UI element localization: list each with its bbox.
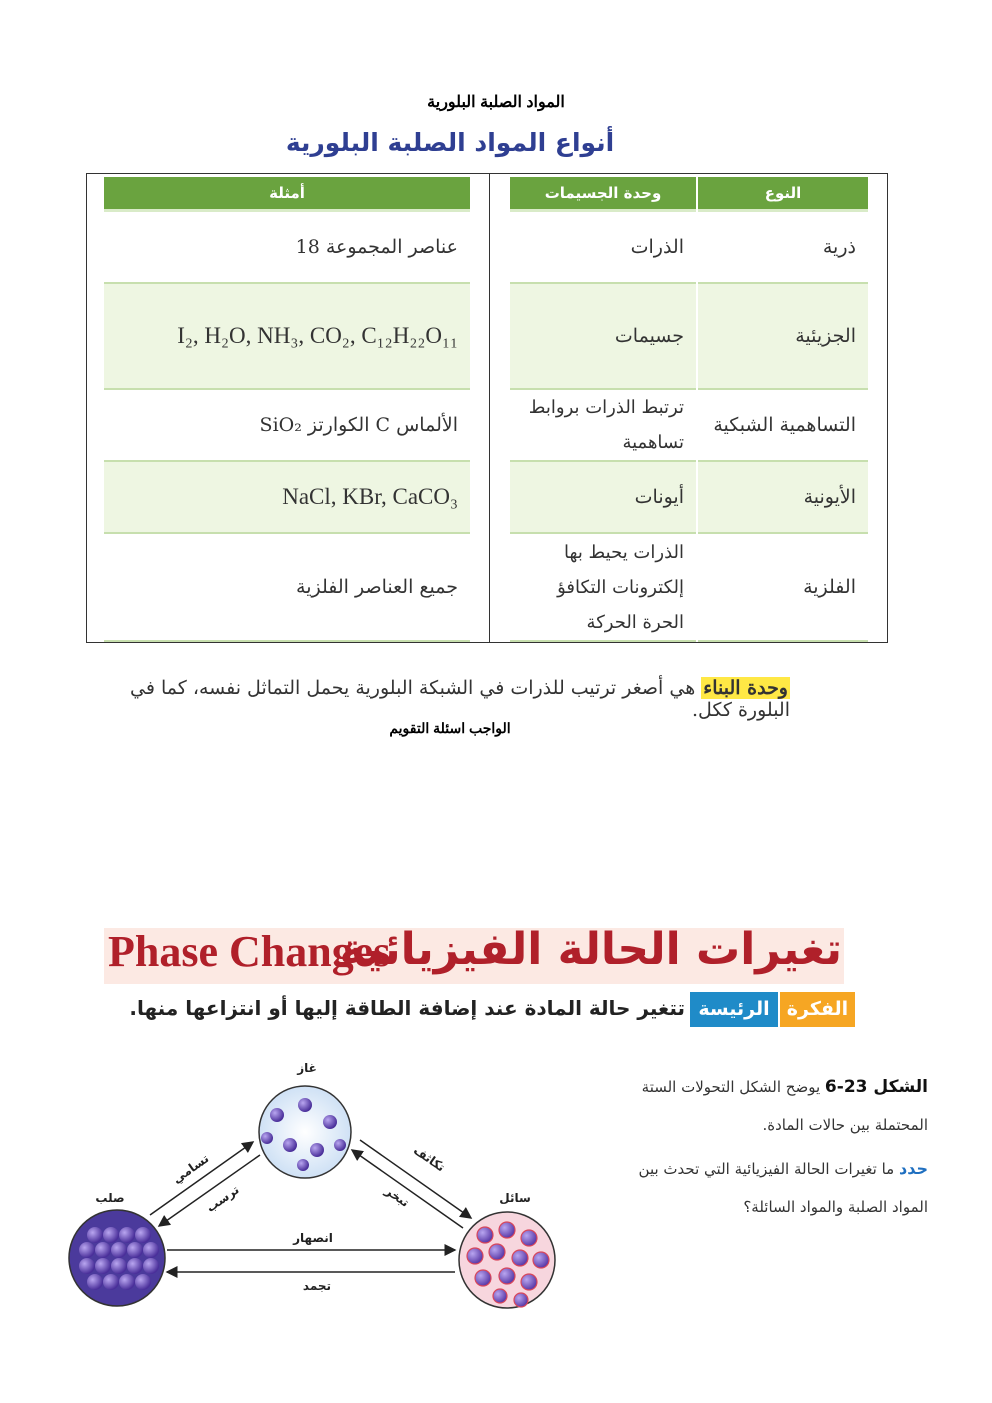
table-cell-unit: جسيمات [510,284,696,390]
header-type: النوع [698,177,868,212]
sublimation-label: تسامي [169,1151,212,1187]
solid-label: صلب [95,1191,125,1205]
main-idea-tag: الفكرة [780,992,855,1027]
homework-note: الواجب اسئلة التقويم [389,720,511,736]
table-cell-unit: الذرات يحيط بها إلكترونات التكافؤ الحرة الحركة [510,534,696,642]
freezing-label: تجمد [302,1279,332,1293]
table-cell-unit: ترتبط الذرات بروابط تساهمية [510,390,696,462]
phase-change-diagram [55,1050,585,1320]
solid-particle-circle [69,1210,165,1306]
figure-question [620,1150,928,1226]
gas-particle-circle [259,1086,351,1178]
condensation-label: تكاثف [411,1143,448,1175]
building-unit-term: وحدة البناء [703,677,788,699]
phase-title-arabic: تغيرات الحالة الفيزيائية [339,924,842,975]
table-cell-unit: أيونات [510,462,696,534]
header-unit: وحدة الجسيمات [510,177,696,212]
table-cell-unit: الذرات [510,212,696,284]
table-cell-type: ذرية [698,212,868,284]
table-cell-type: الأيونية [698,462,868,534]
table-title: أنواع المواد الصلبة البلورية [285,128,615,157]
gas-label: غاز [297,1061,317,1075]
phase-title-english: Phase Changes [108,927,391,976]
definition-text: هي أصغر ترتيب للذرات في الشبكة البلورية يحمل التماثل نفسه، كما في البلورة ككل. [130,677,790,721]
figure-caption-text: يوضح الشكل التحولات الستة المحتملة بين حالات المادة. [641,1078,928,1134]
liquid-particle-circle [459,1212,555,1308]
table-cell-examples: عناصر المجموعة 18 [104,212,470,284]
liquid-label: سائل [499,1191,531,1205]
figure-number: الشكل 23-6 [824,1077,928,1097]
table-cell-type: الفلزية [698,534,868,642]
table-cell-examples: جميع العناصر الفلزية [104,534,470,642]
main-idea-tag-secondary: الرئيسة [690,992,778,1027]
melting-label: انصهار [293,1231,333,1245]
table-cell-examples: I₂, H₂O, NH₃, CO₂, C₁₂H₂₂O₁₁ [104,284,470,390]
page-top-title: المواد الصلبة البلورية [427,94,565,111]
question-text: ما تغيرات الحالة الفيزيائية التي تحدث بين المواد الصلبة والمواد السائلة؟ [638,1160,928,1216]
table-cell-type: التساهمية الشبكية [698,390,868,462]
table-cell-examples: الألماس C الكوارتز SiO₂ [104,390,470,462]
table-cell-type: الجزيئية [698,284,868,390]
deposition-arrow [159,1155,260,1226]
header-examples: أمثلة [104,177,470,212]
deposition-label: ترسب [203,1182,242,1215]
table-divider [489,173,490,643]
table-cell-examples: NaCl, KBr, CaCO₃ [104,462,470,534]
question-verb: حدد [899,1159,928,1178]
figure-caption [620,1068,928,1144]
evaporation-label: تبخر [382,1183,412,1210]
main-idea-text: تتغير حالة المادة عند إضافة الطاقة إليها أو انتزاعها منها. [129,996,685,1020]
building-unit-definition [100,677,790,721]
